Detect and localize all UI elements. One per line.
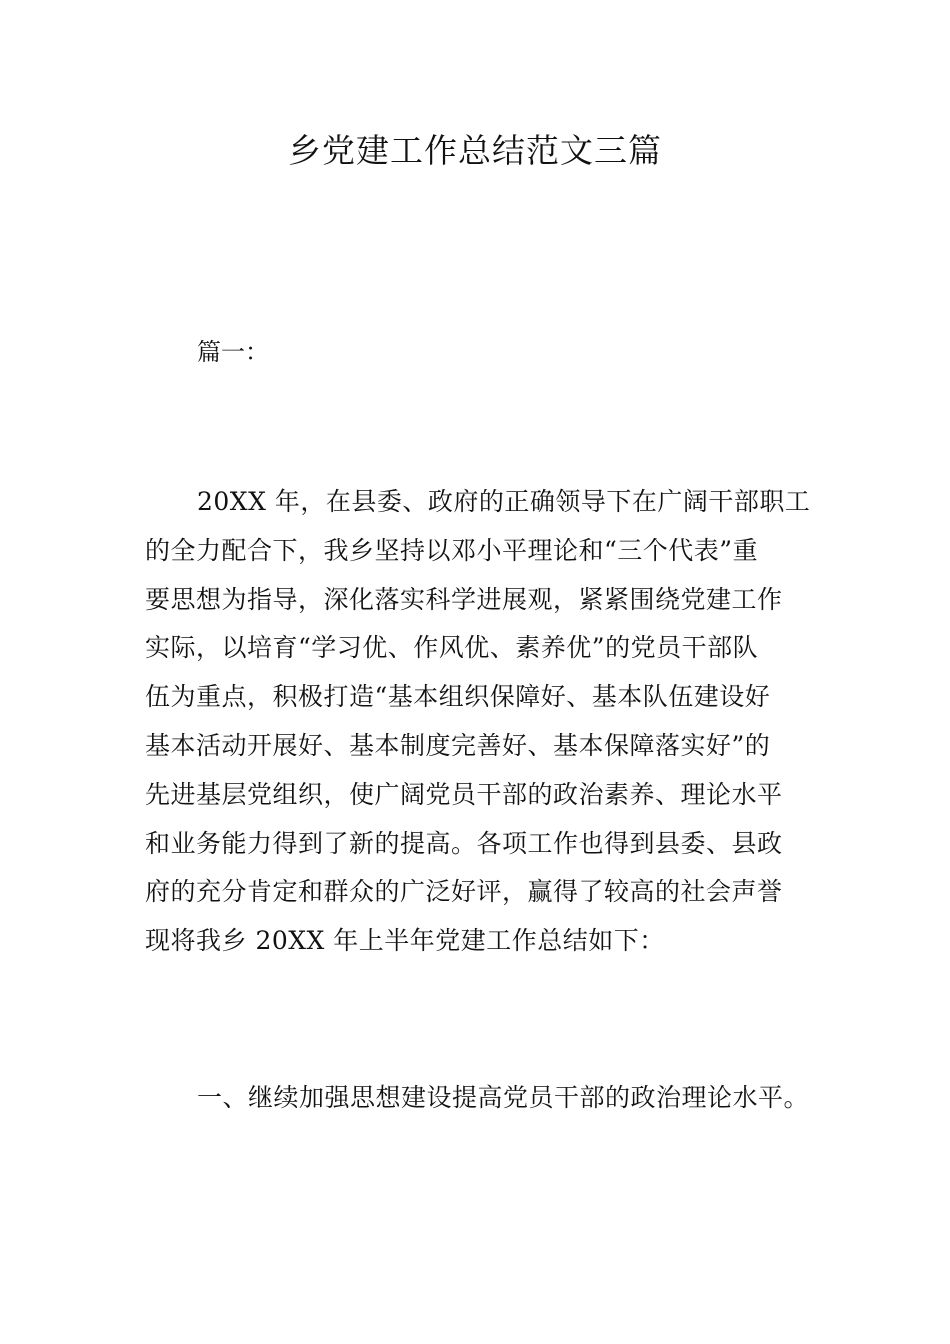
- paragraph-line: 先进基层党组织，使广阔党员干部的政治素养、理论水平: [145, 779, 783, 809]
- paragraph-line: 的全力配合下，我乡坚持以邓小平理论和“三个代表”重: [145, 535, 759, 565]
- paragraph-line: 和业务能力得到了新的提高。各项工作也得到县委、县政: [145, 828, 783, 858]
- paragraph-line: 府的充分肯定和群众的广泛好评，赢得了较高的社会声誉: [145, 877, 783, 907]
- body-paragraph: [145, 478, 825, 966]
- document-title: 乡党建工作总结范文三篇: [288, 131, 662, 170]
- paragraph-line: 伍为重点，积极打造“基本组织保障好、基本队伍建设好: [145, 682, 771, 712]
- paragraph-line: 要思想为指导，深化落实科学进展观，紧紧围绕党建工作: [145, 584, 783, 614]
- section-heading: 一、继续加强思想建设提高党员干部的政治理论水平。: [197, 1083, 810, 1112]
- paragraph-line: 20XX 年，在县委、政府的正确领导下在广阔干部职工: [197, 487, 811, 516]
- paragraph-line: 基本活动开展好、基本制度完善好、基本保障落实好”的: [145, 730, 771, 760]
- section-label: 篇一：: [197, 338, 269, 366]
- paragraph-line: 现将我乡 20XX 年上半年党建工作总结如下：: [145, 926, 665, 956]
- paragraph-line: 实际，以培育“学习优、作风优、素养优”的党员干部队: [145, 633, 759, 663]
